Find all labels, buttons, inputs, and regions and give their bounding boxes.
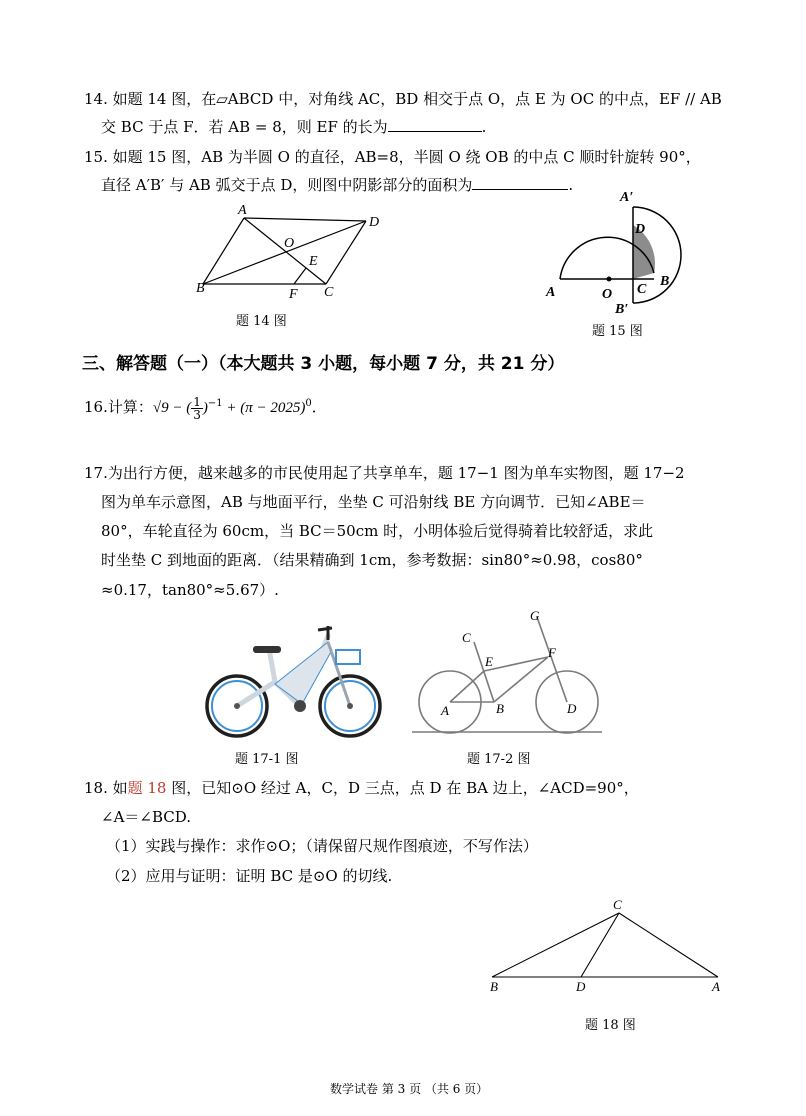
q15-line2: 直径 A′B′ 与 AB 弧交于点 D，则图中阴影部分的面积为 . bbox=[101, 176, 574, 194]
fig14-label-D: D bbox=[369, 215, 380, 230]
q14-answer-blank[interactable] bbox=[388, 117, 482, 132]
figure-18-caption: 题 18 图 bbox=[585, 1018, 636, 1033]
figure-14-parallelogram bbox=[188, 200, 398, 310]
figure-17-1-caption: 题 17-1 图 bbox=[235, 752, 299, 767]
fig14-label-A: A bbox=[238, 203, 247, 218]
fig17-2-label-G: G bbox=[530, 608, 540, 623]
fig17-2-label-B: B bbox=[496, 701, 504, 716]
figure-18-triangle bbox=[484, 896, 724, 996]
fig18-label-B: B bbox=[490, 979, 498, 994]
figure-17-2-caption: 题 17-2 图 bbox=[467, 752, 531, 767]
fig18-label-D: D bbox=[576, 979, 586, 994]
q18-line1: 18. 如题 18 图，已知⊙O 经过 A，C，D 三点，点 D 在 BA 边上，∠ACD=90°， bbox=[84, 779, 639, 797]
fig17-2-label-E: E bbox=[485, 654, 493, 669]
fig15-label-C: C bbox=[637, 282, 647, 297]
q18-part1: （1）实践与操作：求作⊙O；（请保留尺规作图痕迹，不写作法） bbox=[106, 837, 538, 855]
q14-line1: 14. 如题 14 图，在▱ABCD 中，对角线 AC，BD 相交于点 O，点 E 为 OC 的中点，EF // AB bbox=[84, 90, 722, 108]
figure-15-semicircles bbox=[538, 185, 688, 320]
q17-line4: 时坐垫 C 到地面的距离．（结果精确到 1cm，参考数据：sin80°≈0.98，cos80° bbox=[101, 551, 643, 569]
q16-line: 16.计算：√9 − ( $\frac{1}{3}$ )$^{-1} + (\pi - 2025)^0$． bbox=[84, 394, 327, 422]
fig14-label-E: E bbox=[309, 254, 318, 269]
page-footer: 数学试卷 第 3 页 （共 6 页） bbox=[330, 1082, 489, 1096]
fig18-label-A: A bbox=[712, 979, 720, 994]
fig14-label-B: B bbox=[196, 281, 205, 296]
fig14-label-F: F bbox=[289, 287, 298, 302]
fig18-label-C: C bbox=[613, 897, 622, 912]
q18-line2: ∠A＝∠BCD. bbox=[101, 808, 192, 826]
figure-17-2-bike-diagram bbox=[410, 602, 610, 742]
fig15-label-A: A bbox=[546, 285, 556, 300]
q15-line1: 15. 如题 15 图，AB 为半圆 O 的直径，AB=8，半圆 O 绕 OB 的中点 C 顺时针旋转 90°， bbox=[84, 148, 701, 166]
q16-fraction: $\frac{1}{3}$ bbox=[193, 394, 201, 422]
q17-line5: ≈0.17，tan80°≈5.67）. bbox=[101, 581, 279, 599]
q18-figure-link[interactable]: 题 18 bbox=[127, 779, 167, 797]
section-3-heading: 三、解答题（一）（本大题共 3 小题，每小题 7 分，共 21 分） bbox=[82, 354, 565, 374]
fig17-2-label-F: F bbox=[548, 645, 556, 660]
q18-part2: （2）应用与证明：证明 BC 是⊙O 的切线. bbox=[106, 867, 393, 885]
fig15-label-B: B bbox=[660, 274, 670, 289]
figure-14-caption: 题 14 图 bbox=[236, 314, 287, 329]
figure-15-caption: 题 15 图 bbox=[592, 324, 643, 339]
q17-line2: 图为单车示意图，AB 与地面平行，坐垫 C 可沿射线 BE 方向调节．已知∠ABE＝ bbox=[101, 493, 646, 511]
fig17-2-label-C: C bbox=[462, 630, 471, 645]
fig15-label-O: O bbox=[602, 287, 613, 302]
fig14-label-C: C bbox=[324, 285, 334, 300]
q17-line1: 17.为出行方便，越来越多的市民使用起了共享单车，题 17−1 图为单车实物图，题 17−2 bbox=[84, 464, 685, 482]
fig17-2-label-A: A bbox=[441, 703, 449, 718]
fig17-2-label-D: D bbox=[567, 701, 577, 716]
q14-line2: 交 BC 于点 F．若 AB = 8，则 EF 的长为 . bbox=[101, 118, 487, 136]
figure-17-1-bicycle-photo bbox=[200, 612, 390, 740]
fig15-label-Bprime: B′ bbox=[615, 302, 629, 317]
fig15-label-D: D bbox=[635, 222, 646, 237]
q17-line3: 80°，车轮直径为 60cm，当 BC＝50cm 时，小明体验后觉得骑着比较舒适，求此 bbox=[101, 522, 654, 540]
fig15-label-Aprime: A′ bbox=[620, 190, 634, 205]
fig14-label-O: O bbox=[284, 236, 295, 251]
